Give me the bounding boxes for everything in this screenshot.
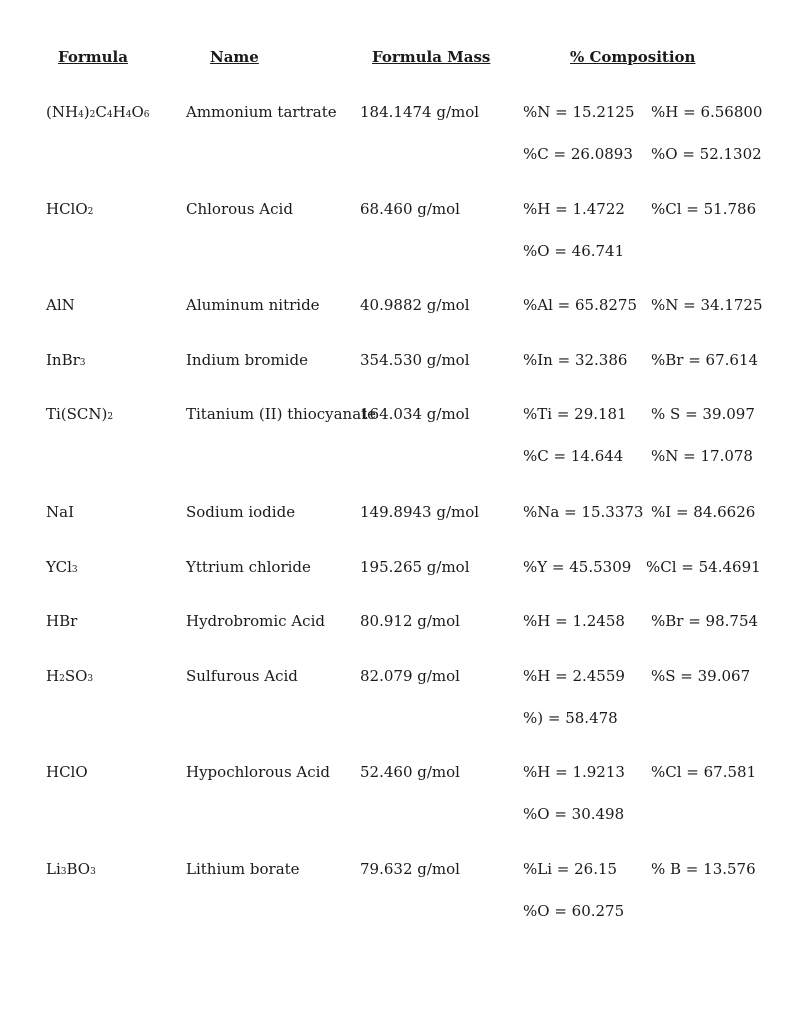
header-formula-mass: Formula Mass xyxy=(372,48,491,66)
name-cell: Aluminum nitride xyxy=(186,296,320,314)
composition-value: %H = 6.56800 xyxy=(651,103,763,121)
formula-subscript: 3 xyxy=(87,674,94,684)
composition-value: %O = 30.498 xyxy=(523,805,625,823)
formula-mass-cell: 164.034 g/mol xyxy=(360,405,470,423)
composition-value: %H = 1.4722 xyxy=(523,200,625,218)
formula-subscript: 4 xyxy=(78,110,84,120)
formula-cell xyxy=(46,860,96,881)
formula-cell xyxy=(46,667,93,688)
composition-value: %N = 15.2125 xyxy=(523,103,635,121)
formula-text: HClO xyxy=(46,200,88,218)
composition-value: %O = 60.275 xyxy=(523,902,625,920)
name-cell: Yttrium chloride xyxy=(186,558,311,576)
formula-text: Li xyxy=(46,860,61,878)
formula-cell xyxy=(46,405,113,426)
composition-value: %C = 26.0893 xyxy=(523,145,633,163)
formula-mass-cell: 354.530 g/mol xyxy=(360,351,470,369)
formula-mass-cell: 80.912 g/mol xyxy=(360,612,460,630)
composition-value: %Br = 98.754 xyxy=(651,612,759,630)
composition-value: %I = 84.6626 xyxy=(651,503,756,521)
header-name: Name xyxy=(210,48,259,66)
composition-value: %Br = 67.614 xyxy=(651,351,759,369)
formula-text: ) xyxy=(83,103,90,121)
composition-value: %Y = 45.5309 xyxy=(523,558,632,576)
composition-value: %) = 58.478 xyxy=(523,709,618,727)
formula-text: H xyxy=(46,667,60,685)
composition-value: %H = 2.4559 xyxy=(523,667,625,685)
composition-value: %Li = 26.15 xyxy=(523,860,618,878)
composition-value: % S = 39.097 xyxy=(651,405,755,423)
composition-value: %Cl = 54.4691 xyxy=(646,558,761,576)
formula-mass-cell: 82.079 g/mol xyxy=(360,667,460,685)
composition-value: %Cl = 67.581 xyxy=(651,763,757,781)
formula-cell xyxy=(46,763,88,781)
formula-cell xyxy=(46,612,77,630)
name-cell: Hypochlorous Acid xyxy=(186,763,331,781)
name-cell: Indium bromide xyxy=(186,351,308,369)
formula-cell xyxy=(46,558,78,579)
formula-subscript: 3 xyxy=(60,867,67,877)
header-formula: Formula xyxy=(58,48,128,66)
composition-value: %C = 14.644 xyxy=(523,447,624,465)
composition-value: %N = 17.078 xyxy=(651,447,753,465)
formula-cell xyxy=(46,200,93,221)
composition-value: %Ti = 29.181 xyxy=(523,405,627,423)
composition-value: %In = 32.386 xyxy=(523,351,628,369)
formula-text: HClO xyxy=(46,763,88,781)
formula-text: BO xyxy=(66,860,91,878)
formula-subscript: 3 xyxy=(79,358,86,368)
formula-subscript: 2 xyxy=(107,412,114,422)
name-cell: Titanium (II) thiocyanate xyxy=(186,405,377,423)
formula-subscript: 3 xyxy=(71,565,78,575)
composition-value: % B = 13.576 xyxy=(651,860,756,878)
name-cell: Sulfurous Acid xyxy=(186,667,298,685)
formula-text: C xyxy=(95,103,107,121)
formula-mass-cell: 68.460 g/mol xyxy=(360,200,460,218)
composition-value: %S = 39.067 xyxy=(651,667,751,685)
formula-text: O xyxy=(131,103,144,121)
formula-subscript: 4 xyxy=(125,110,132,120)
formula-cell xyxy=(46,296,75,314)
formula-subscript: 2 xyxy=(59,674,65,684)
formula-text: AlN xyxy=(46,296,75,314)
composition-value: %Cl = 51.786 xyxy=(651,200,757,218)
formula-text: NaI xyxy=(46,503,74,521)
name-cell: Chlorous Acid xyxy=(186,200,293,218)
formula-cell xyxy=(46,351,86,372)
formula-text: YCl xyxy=(46,558,72,576)
composition-value: %Al = 65.8275 xyxy=(523,296,638,314)
formula-mass-cell: 184.1474 g/mol xyxy=(360,103,480,121)
composition-value: %H = 1.2458 xyxy=(523,612,625,630)
formula-text: SO xyxy=(64,667,88,685)
composition-value: %H = 1.9213 xyxy=(523,763,625,781)
formula-text: Ti(SCN) xyxy=(46,405,108,423)
formula-text: (NH xyxy=(46,103,79,121)
composition-value: %O = 46.741 xyxy=(523,242,625,260)
formula-subscript: 2 xyxy=(89,110,96,120)
formula-mass-cell: 195.265 g/mol xyxy=(360,558,470,576)
formula-cell xyxy=(46,103,149,124)
name-cell: Ammonium tartrate xyxy=(186,103,337,121)
formula-mass-cell: 40.9882 g/mol xyxy=(360,296,470,314)
formula-subscript: 4 xyxy=(106,110,113,120)
formula-mass-cell: 149.8943 g/mol xyxy=(360,503,480,521)
formula-subscript: 2 xyxy=(87,207,94,217)
name-cell: Lithium borate xyxy=(186,860,300,878)
composition-value: %N = 34.1725 xyxy=(651,296,763,314)
formula-mass-cell: 52.460 g/mol xyxy=(360,763,460,781)
composition-value: %Na = 15.3373 xyxy=(523,503,644,521)
formula-subscript: 3 xyxy=(90,867,96,877)
formula-subscript: 6 xyxy=(143,110,150,120)
formula-mass-cell: 79.632 g/mol xyxy=(360,860,460,878)
formula-text: H xyxy=(112,103,126,121)
name-cell: Sodium iodide xyxy=(186,503,296,521)
header-composition: % Composition xyxy=(570,48,696,66)
formula-cell xyxy=(46,503,74,521)
formula-text: HBr xyxy=(46,612,78,630)
name-cell: Hydrobromic Acid xyxy=(186,612,325,630)
composition-value: %O = 52.1302 xyxy=(651,145,762,163)
formula-text: InBr xyxy=(46,351,80,369)
